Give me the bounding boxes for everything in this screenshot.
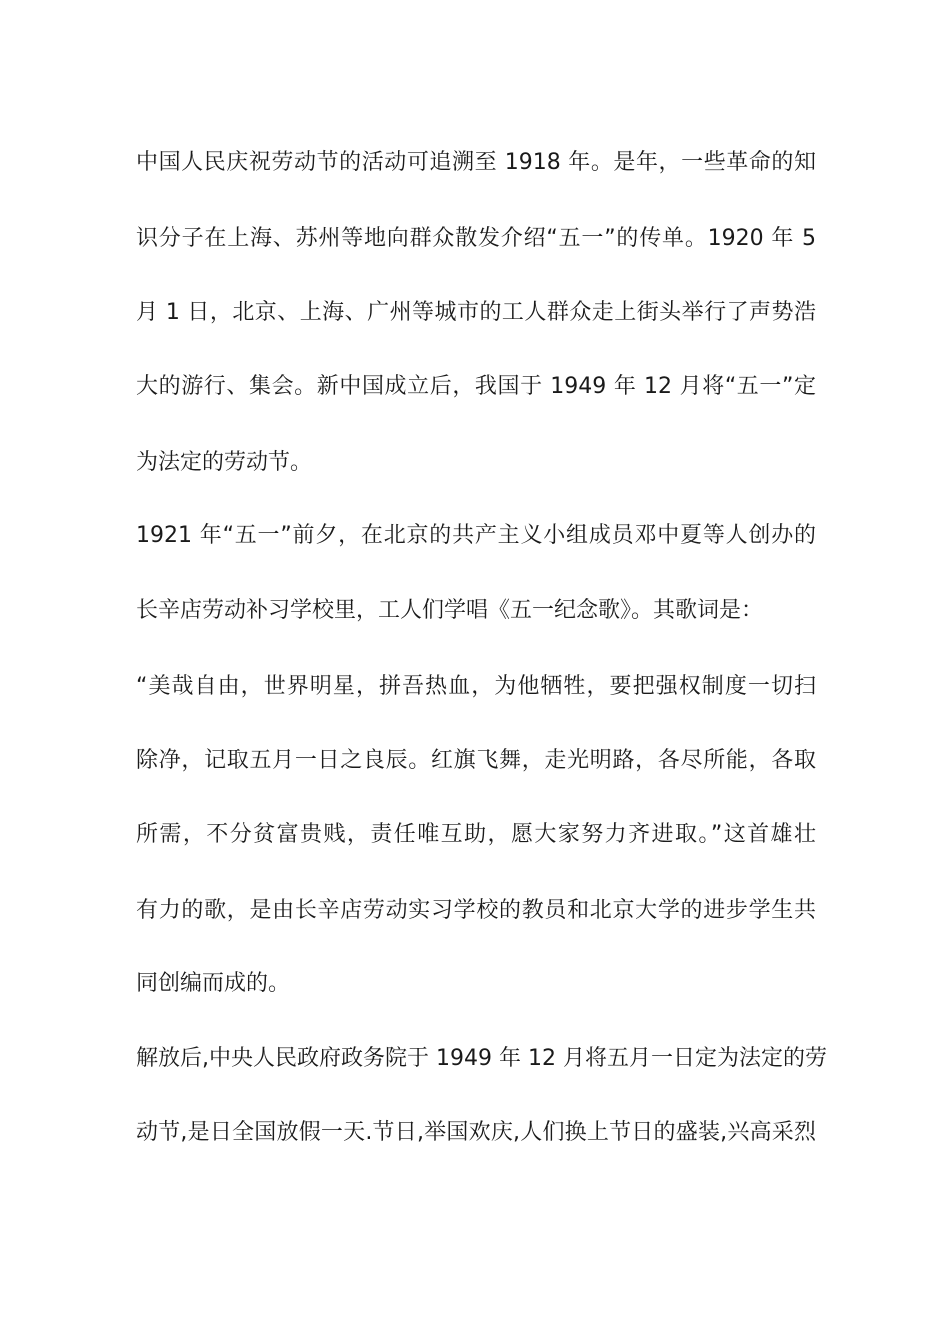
text-line: 为法定的劳动节。 bbox=[136, 450, 313, 475]
text-line: “美哉自由，世界明星，拼吾热血，为他牺牲，要把强权制度一切扫 bbox=[136, 674, 816, 699]
text-line: 1921 年“五一”前夕，在北京的共产主义小组成员邓中夏等人创办的 bbox=[136, 523, 816, 548]
text-line: 识分子在上海、苏州等地向群众散发介绍“五一”的传单。1920 年 5 bbox=[136, 226, 816, 251]
text-line: 长辛店劳动补习学校里，工人们学唱《五一纪念歌》。其歌词是： bbox=[136, 598, 764, 623]
text-line: 中国人民庆祝劳动节的活动可追溯至 1918 年。是年，一些革命的知 bbox=[136, 150, 816, 175]
text-line: 同创编而成的。 bbox=[136, 971, 291, 996]
text-line: 月 1 日，北京、上海、广州等城市的工人群众走上街头举行了声势浩 bbox=[136, 300, 816, 325]
text-line: 所需，不分贫富贵贱，责任唯互助，愿大家努力齐进取。”这首雄壮 bbox=[136, 822, 816, 847]
text-line: 解放后,中央人民政府政务院于 1949 年 12 月将五月一日定为法定的劳 bbox=[136, 1046, 827, 1071]
text-line: 大的游行、集会。新中国成立后，我国于 1949 年 12 月将“五一”定 bbox=[136, 374, 816, 399]
text-line: 除净，记取五月一日之良辰。红旗飞舞，走光明路，各尽所能，各取 bbox=[136, 748, 816, 773]
text-line: 动节,是日全国放假一天.节日,举国欢庆,人们换上节日的盛装,兴高采烈 bbox=[136, 1120, 816, 1145]
text-line: 有力的歌，是由长辛店劳动实习学校的教员和北京大学的进步学生共 bbox=[136, 898, 816, 923]
